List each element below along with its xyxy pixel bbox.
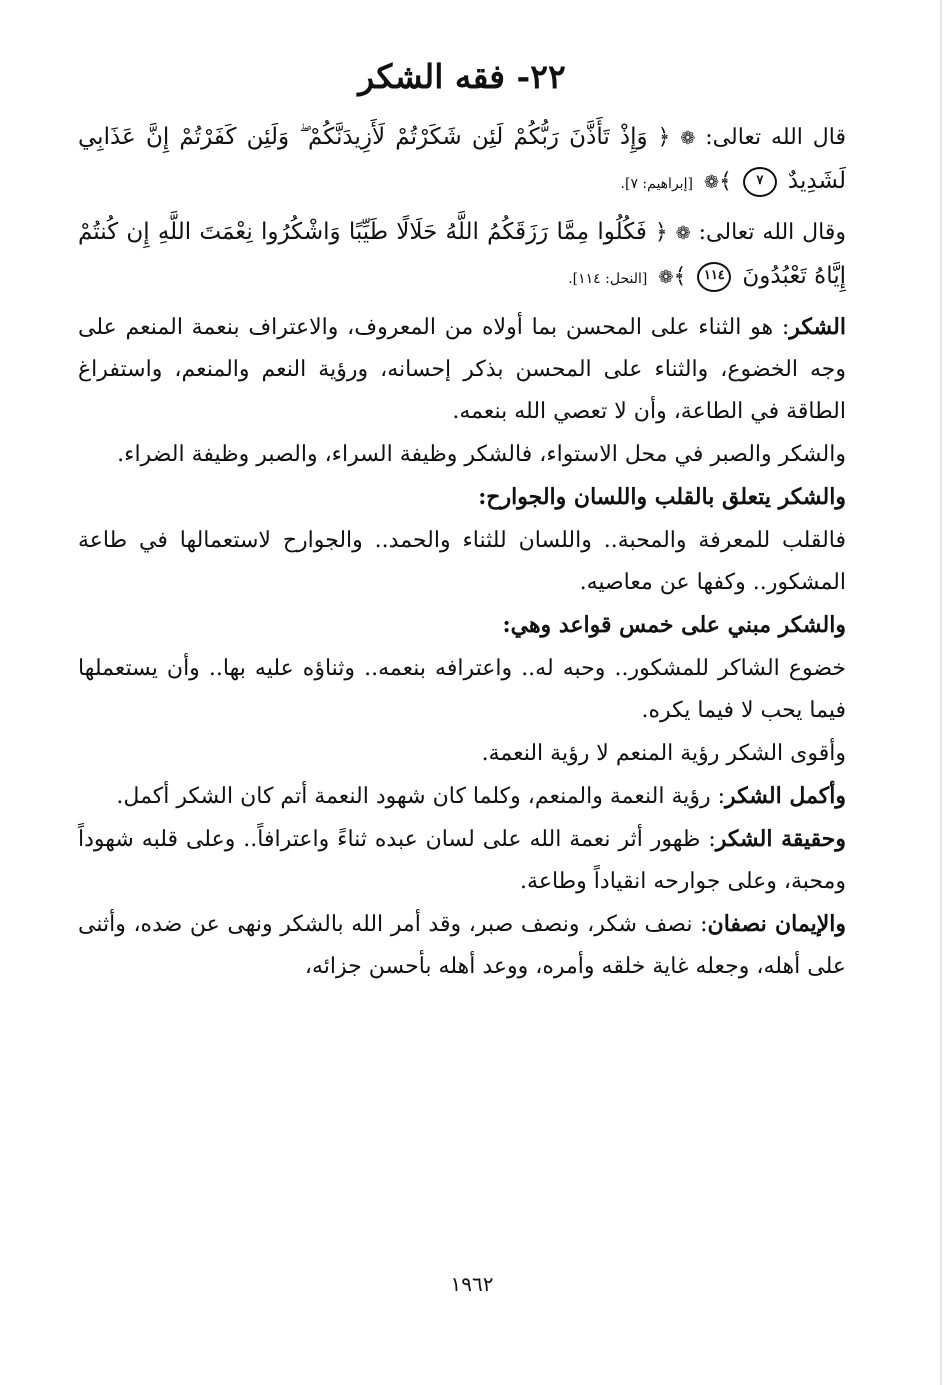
paragraph-text: خضوع الشاكر للمشكور.. وحبه له.. واعترافه بنعمه.. وثناؤه عليه بها.. وأن يستعملها فيما يحب لا فيما يكره.	[78, 656, 846, 723]
verse-1	[78, 116, 846, 205]
paragraph-text: وأقوى الشكر رؤية المنعم لا رؤية النعمة.	[481, 741, 846, 766]
paragraph-lead: وأكمل الشكر	[725, 783, 846, 809]
ornate-bracket-icon: ❁	[680, 128, 696, 149]
paragraph-text: : هو الثناء على المحسن بما أولاه من المعروف، والاعتراف بنعمة المنعم على وجه الخضوع، والثناء على المحسن بذكر إحسانه، ورؤية النعم والمنعم، واستفراغ الطاقة في الطاعة، وأن لا تعصي الله بنعمه.	[78, 315, 846, 424]
book-page	[78, 50, 846, 1370]
paragraph	[78, 604, 846, 647]
scan-edge	[940, 0, 942, 1385]
verse-intro: قال الله تعالى:	[695, 125, 846, 150]
ayah-number: ١١٤	[697, 262, 731, 292]
verse-reference: [النحل: ١١٤].	[568, 271, 648, 287]
paragraph-text: : نصف شكر، ونصف صبر، وقد أمر الله بالشكر ونهى عن ضده، وأثنى على أهله، وجعله غاية خلقه وأمره، ووعد أهله بأحسن جزائه،	[78, 912, 846, 979]
paragraph-lead: وحقيقة الشكر	[715, 826, 846, 852]
paragraph	[78, 903, 846, 988]
paragraph-lead: والشكر مبني على خمس قواعد وهي:	[502, 612, 846, 638]
paragraph	[78, 818, 846, 903]
bracket-open: ﴿	[657, 125, 671, 150]
verse-text: فَكُلُوا مِمَّا رَزَقَكُمُ اللَّهُ حَلَالًا طَيِّبًا وَاشْكُرُوا نِعْمَتَ اللَّهِ إِن كُنتُمْ إِيَّاهُ تَعْبُدُونَ	[78, 219, 846, 289]
bracket-close: ﴾	[719, 169, 732, 194]
ornate-bracket-icon: ❁	[703, 172, 720, 193]
ornate-bracket-icon: ❁	[658, 267, 674, 288]
bracket-open: ﴿	[654, 220, 668, 245]
paragraph	[78, 519, 846, 604]
paragraph-text: : رؤية النعمة والمنعم، وكلما كان شهود النعمة أتم كان الشكر أكمل.	[116, 784, 726, 809]
paragraph	[78, 433, 846, 476]
paragraph	[78, 732, 846, 775]
verse-intro: وقال الله تعالى:	[690, 220, 847, 245]
paragraph-lead: والإيمان نصفان	[707, 911, 846, 937]
ayah-number: ٧	[743, 167, 777, 197]
paragraph-text: فالقلب للمعرفة والمحبة.. واللسان للثناء والحمد.. والجوارح لاستعمالها في طاعة المشكور.. وكفها عن معاصيه.	[78, 528, 846, 595]
chapter-title: ٢٢- فقه الشكر	[358, 57, 566, 96]
verse-2	[78, 211, 846, 300]
page-number: ١٩٦٢	[450, 1272, 494, 1296]
paragraph-lead: الشكر	[789, 314, 846, 340]
paragraph-text: والشكر والصبر في محل الاستواء، فالشكر وظيفة السراء، والصبر وظيفة الضراء.	[117, 442, 846, 467]
paragraph	[78, 775, 846, 818]
paragraph	[78, 306, 846, 433]
body-text	[78, 306, 846, 988]
verse-reference: [إبراهيم: ٧].	[620, 176, 693, 192]
ornate-bracket-icon: ❁	[675, 223, 691, 244]
verse-text: وَإِذْ تَأَذَّنَ رَبُّكُمْ لَئِن شَكَرْتُمْ لَأَزِيدَنَّكُمْ ۖ وَلَئِن كَفَرْتُمْ إِنَّ عَذَابِي لَشَدِيدٌ	[78, 124, 846, 194]
bracket-close: ﴾	[673, 264, 687, 289]
paragraph	[78, 476, 846, 519]
paragraph-lead: والشكر يتعلق بالقلب واللسان والجوارح:	[478, 484, 846, 510]
paragraph	[78, 647, 846, 732]
paragraph-text: : ظهور أثر نعمة الله على لسان عبده ثناءً واعترافاً.. وعلى قلبه شهوداً ومحبة، وعلى جوارحه انقياداً وطاعة.	[78, 827, 846, 894]
